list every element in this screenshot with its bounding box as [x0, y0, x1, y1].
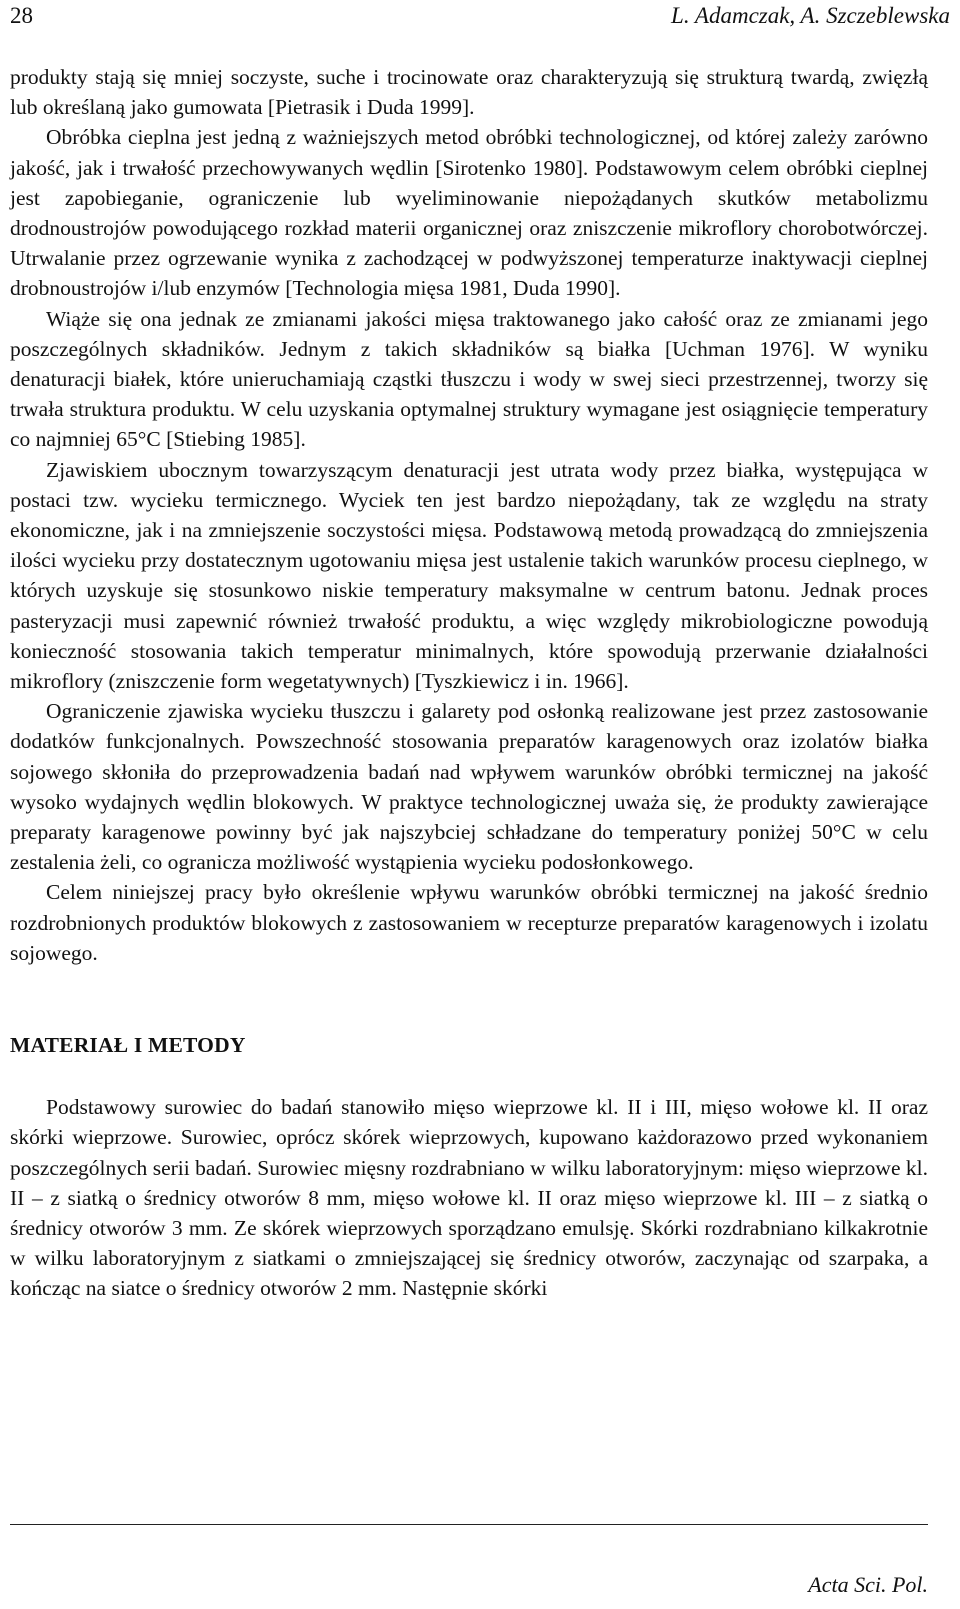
journal-name: Acta Sci. Pol.: [808, 1572, 928, 1597]
body-paragraph: produkty stają się mniej soczyste, suche i trocinowate oraz charakteryzują się strukturą twardą, zwięzłą lub określaną jako gumowata [Pietrasik i Duda 1999].: [10, 65, 928, 120]
body-paragraph: Zjawiskiem ubocznym towarzyszącym denaturacji jest utrata wody przez białka, występująca w postaci tzw. wycieku termicznego. Wyciek ten jest bardzo niepożądany, tak ze względu na straty ekonomiczne, jak i na zmniejszenie soczystości mięsa. Podstawową metodą prowadzącą do zmniejszenia ilości wycieku przy dostatecznym ugotowaniu mięsa jest ustalenie takich warunków procesu cieplnego, w których uzyskuje się stosunkowo niskie temperatury maksymalne w centrum batonu. Jednak proces pasteryzacji musi zapewnić również trwałość produktu, a więc względy mikrobiologiczne powodują konieczność stosowania takich temperatur minimalnych, które spowodują przerwanie działalności mikroflory (zniszczenie form wegetatywnych) [Tyszkiewicz i in. 1966].: [10, 457, 928, 694]
footer-divider: [10, 1524, 928, 1525]
body-paragraph: Podstawowy surowiec do badań stanowiło mięso wieprzowe kl. II i III, mięso wołowe kl. II oraz skórki wieprzowe. Surowiec, oprócz skórek wieprzowych, kupowano każdorazowo przed wykonaniem poszczególnych serii badań. Surowiec mięsny rozdrabniano w wilku laboratoryjnym: mięso wieprzowe kl. II – z siatką o średnicy otworów 8 mm, mięso wołowe kl. II oraz mięso wieprzowe kl. III – z siatką o średnicy otworów 3 mm. Ze skórek wieprzowych sporządzano emulsję. Skórki rozdrabniano kilkakrotnie w wilku laboratoryjnym z siatkami o zmniejszającej się średnicy otworów, zaczynając od szarpaka, a kończąc na siatce o średnicy otworów 2 mm. Następnie skórki: [10, 1095, 928, 1301]
section-heading: MATERIAŁ I METODY: [10, 1033, 246, 1058]
article-body: [10, 62, 928, 1304]
page-header: [10, 0, 950, 36]
body-paragraph: Obróbka cieplna jest jedną z ważniejszych metod obróbki technologicznej, od której zależy zarówno jakość, jak i trwałość przechowywanych wędlin [Sirotenko 1980]. Podstawowym celem obróbki cieplnej jest zapobieganie, ograniczenie lub wyeliminowanie niepożądanych skutków metabolizmu drodnoustrojów powodującego rozkład materii organicznej oraz zniszczenie mikroflory chorobotwórczej. Utrwalanie przez ogrzewanie wynika z zachodzącej w podwyższonej temperaturze inaktywacji cieplnej drobnoustrojów i/lub enzymów [Technologia mięsa 1981, Duda 1990].: [10, 125, 928, 301]
page-number: 28: [10, 3, 33, 28]
body-paragraph: Celem niniejszej pracy było określenie wpływu warunków obróbki termicznej na jakość średnio rozdrobnionych produktów blokowych z zastosowaniem w recepturze preparatów karagenowych i izolatu sojowego.: [10, 880, 928, 965]
running-head-authors: L. Adamczak, A. Szczeblewska: [671, 3, 950, 28]
body-paragraph: Ograniczenie zjawiska wycieku tłuszczu i galarety pod osłonką realizowane jest przez zastosowanie dodatków funkcjonalnych. Powszechność stosowania preparatów karagenowych oraz izolatów białka sojowego skłoniła do przeprowadzenia badań nad wpływem warunków obróbki termicznej na jakość wysoko wydajnych wędlin blokowych. W praktyce technologicznej uważa się, że produkty zawierające preparaty karagenowe powinny być jak najszybciej schładzane do temperatury poniżej 50°C w celu zestalenia żeli, co ogranicza możliwość wystąpienia wycieku podosłonkowego.: [10, 699, 928, 875]
body-paragraph: Wiąże się ona jednak ze zmianami jakości mięsa traktowanego jako całość oraz ze zmianami jego poszczególnych składników. Jednym z takich składników są białka [Uchman 1976]. W wyniku denaturacji białek, które unieruchamiają cząstki tłuszczu i wody w swej sieci przestrzennej, tworzy się trwała struktura produktu. W celu uzyskania optymalnej struktury wymagane jest osiągnięcie temperatury co najmniej 65°C [Stiebing 1985].: [10, 306, 928, 452]
